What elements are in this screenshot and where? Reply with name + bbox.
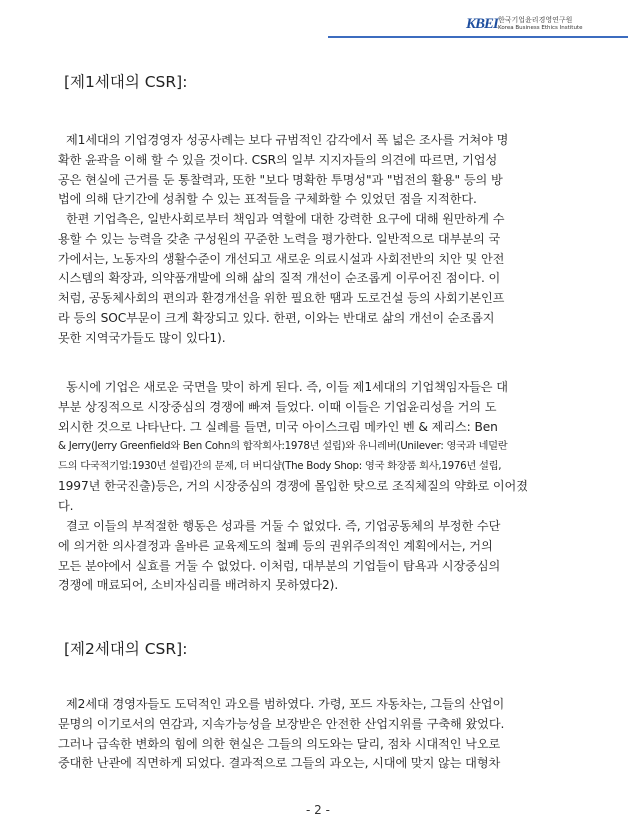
section-heading-2: [제2세대의 CSR]: xyxy=(64,640,188,658)
text-line: 한편 기업측은, 일반사회로부터 책임과 역할에 대한 강력한 요구에 대해 원만하게 수 xyxy=(66,212,505,226)
text-line: 용할 수 있는 능력을 갖춘 구성원의 꾸준한 노력을 평가한다. 일반적으로 대부분의 국 xyxy=(58,231,501,246)
text-line: 제2세대 경영자들도 도덕적인 과오를 범하였다. 가령, 포드 자동차는, 그들의 산업이 xyxy=(66,697,505,711)
text-line: 동시에 기업은 새로운 국면을 맞이 하게 된다. 즉, 이들 제1세대의 기업책임자들은 대 xyxy=(66,380,508,394)
paragraph-4 xyxy=(58,517,579,596)
text-line: 에 의거한 의사결정과 올바른 교육제도의 철폐 등의 권위주의적인 계획에서는, 거의 xyxy=(58,538,493,553)
text-line: 확한 윤곽을 이해 할 수 있을 것이다. CSR의 일부 지지자들의 의견에 따르면, 기업성 xyxy=(58,152,498,167)
text-line: 모든 분야에서 실효를 거둘 수 없었다. 이처럼, 대부분의 기업들이 탐욕과 시장중심의 xyxy=(58,558,501,573)
text-line: 처럼, 공동체사회의 편의과 환경개선을 위한 필요한 땜과 도로건설 등의 사회기본인프 xyxy=(58,291,505,306)
institute-logo: KBEI xyxy=(466,16,498,32)
text-line: 법에 의해 단기간에 성취할 수 있는 표적들을 구체화할 수 있었던 점을 지적한다. xyxy=(58,192,477,207)
text-line: 경쟁에 매료되어, 소비자심리를 배려하지 못하였다2). xyxy=(58,578,339,593)
text-line: 공은 현실에 근거를 둔 통찰력과, 또한 "보다 명확한 투명성"과 "법전의 활용" 등의 방 xyxy=(58,172,503,187)
text-line: 제1세대의 기업경영자 성공사례는 보다 규범적인 감각에서 폭 넓은 조사를 거쳐야 명 xyxy=(66,133,509,147)
page-number: - 2 - xyxy=(306,803,330,817)
institute-name-ko: 한국기업윤리경영연구원 xyxy=(498,16,573,24)
paragraph-2 xyxy=(58,210,579,349)
text-line: 1997년 한국진출)등은, 거의 시장중심의 경쟁에 몰입한 탓으로 조직체질의 약화로 이어졌 xyxy=(58,478,528,493)
text-line: 문명의 이기로서의 연감과, 지속가능성을 보장받은 안전한 산업지위를 구축해 왔었다. xyxy=(58,716,505,731)
text-line: 드의 다국적기업:1930년 설립)간의 문제, 더 버디샵(The Body Shop: 영국 화장품 회사,1976년 설립, xyxy=(58,460,502,473)
institute-name xyxy=(498,16,616,32)
header-divider xyxy=(328,36,628,38)
paragraph-3 xyxy=(58,378,579,517)
text-line: 다. xyxy=(58,498,74,513)
text-line: 못한 지역국가들도 많이 있다1). xyxy=(58,330,226,345)
page-header xyxy=(328,14,628,42)
text-line: 부분 상징적으로 시장중심의 경쟁에 빠져 들었다. 이때 이들은 기업윤리성을 거의 도 xyxy=(58,399,497,414)
text-line: 그러나 급속한 변화의 힘에 의한 현실은 그들의 의도와는 달리, 점차 시대적인 낙오로 xyxy=(58,736,501,751)
text-line: 외시한 것으로 나타난다. 그 실례를 들면, 미국 아이스크림 메카인 벤 & 제리스: Ben xyxy=(58,419,498,434)
text-line: 결코 이들의 부적절한 행동은 성과를 거둘 수 없었다. 즉, 기업공동체의 부정한 수단 xyxy=(66,519,501,533)
text-line: 가에서는, 노동자의 생활수준이 개선되고 새로운 의료시설과 사회전반의 치안 및 안전 xyxy=(58,251,505,266)
text-line: 시스템의 확장과, 의약품개발에 의해 삶의 질적 개선이 순조롭게 이루어진 점이다. 이 xyxy=(58,271,501,286)
paragraph-1 xyxy=(58,131,579,210)
section-heading-1: [제1세대의 CSR]: xyxy=(64,73,188,91)
text-line: 라 등의 SOC부문이 크게 확장되고 있다. 한편, 이와는 반대로 삶의 개선이 순조롭지 xyxy=(58,310,495,325)
institute-name-en: Korea Business Ethics Institute xyxy=(498,25,583,31)
text-line: 중대한 난관에 직면하게 되었다. 결과적으로 그들의 과오는, 시대에 맞지 않는 대형차 xyxy=(58,756,501,771)
paragraph-5 xyxy=(58,695,579,774)
text-line: & Jerry(Jerry Greenfield와 Ben Cohn의 합작회사:1978년 설립)와 유니레버(Unilever: 영국과 네덜란 xyxy=(58,440,508,453)
